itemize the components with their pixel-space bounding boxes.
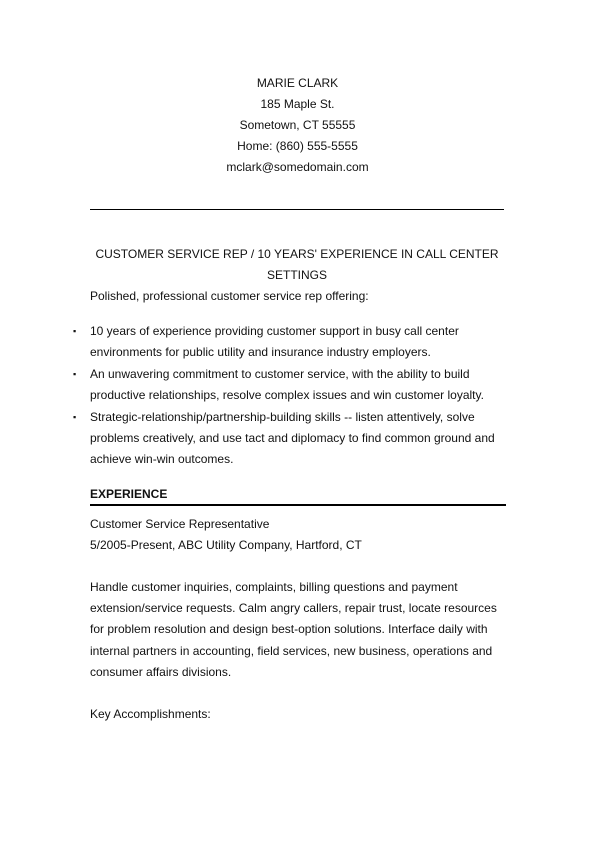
experience-heading: EXPERIENCE: [90, 487, 168, 501]
summary-intro: Polished, professional customer service rep offering:: [90, 289, 369, 303]
contact-block: [0, 73, 595, 178]
summary-bullet-list: [73, 321, 504, 471]
contact-phone: Home: (860) 555-5555: [237, 139, 358, 153]
contact-street: 185 Maple St.: [260, 97, 335, 111]
resume-headline: CUSTOMER SERVICE REP / 10 YEARS' EXPERIENCE IN CALL CENTER SETTINGS: [95, 247, 499, 282]
experience-divider: [90, 504, 506, 506]
job-description: Handle customer inquiries, complaints, billing questions and payment extension/service requests. Calm angry callers, repair trust, locate resources for problem resolution and design best-option solutions. Interface daily with internal partners in accounting, field services, new business, operations and consumer affairs divisions.: [90, 580, 497, 679]
bullet-icon: ▪: [73, 368, 77, 379]
summary-bullet: [73, 364, 504, 407]
bullet-icon: ▪: [73, 326, 77, 336]
summary-bullet-text: Strategic-relationship/partnership-building skills -- listen attentively, solve problems creatively, and use tact and diplomacy to find common ground and achieve win-win outcomes.: [90, 409, 495, 467]
contact-name: MARIE CLARK: [256, 76, 339, 90]
summary-bullet: [73, 321, 504, 364]
job-dates-company: 5/2005-Present, ABC Utility Company, Hartford, CT: [90, 538, 362, 552]
summary-bullet-text: An unwavering commitment to customer service, with the ability to build productive relationships, resolve complex issues and win customer loyalty.: [90, 366, 484, 403]
summary-bullet-text: 10 years of experience providing customer support in busy call center environments for public utility and insurance industry employers.: [90, 324, 459, 360]
summary-bullet: [73, 407, 504, 471]
contact-email: mclark@somedomain.com: [226, 160, 369, 174]
job-title: Customer Service Representative: [90, 517, 270, 531]
header-divider: [90, 209, 504, 210]
bullet-icon: ▪: [73, 411, 77, 422]
contact-city: Sometown, CT 55555: [239, 118, 356, 132]
key-accomplishments-label: Key Accomplishments:: [90, 707, 211, 721]
